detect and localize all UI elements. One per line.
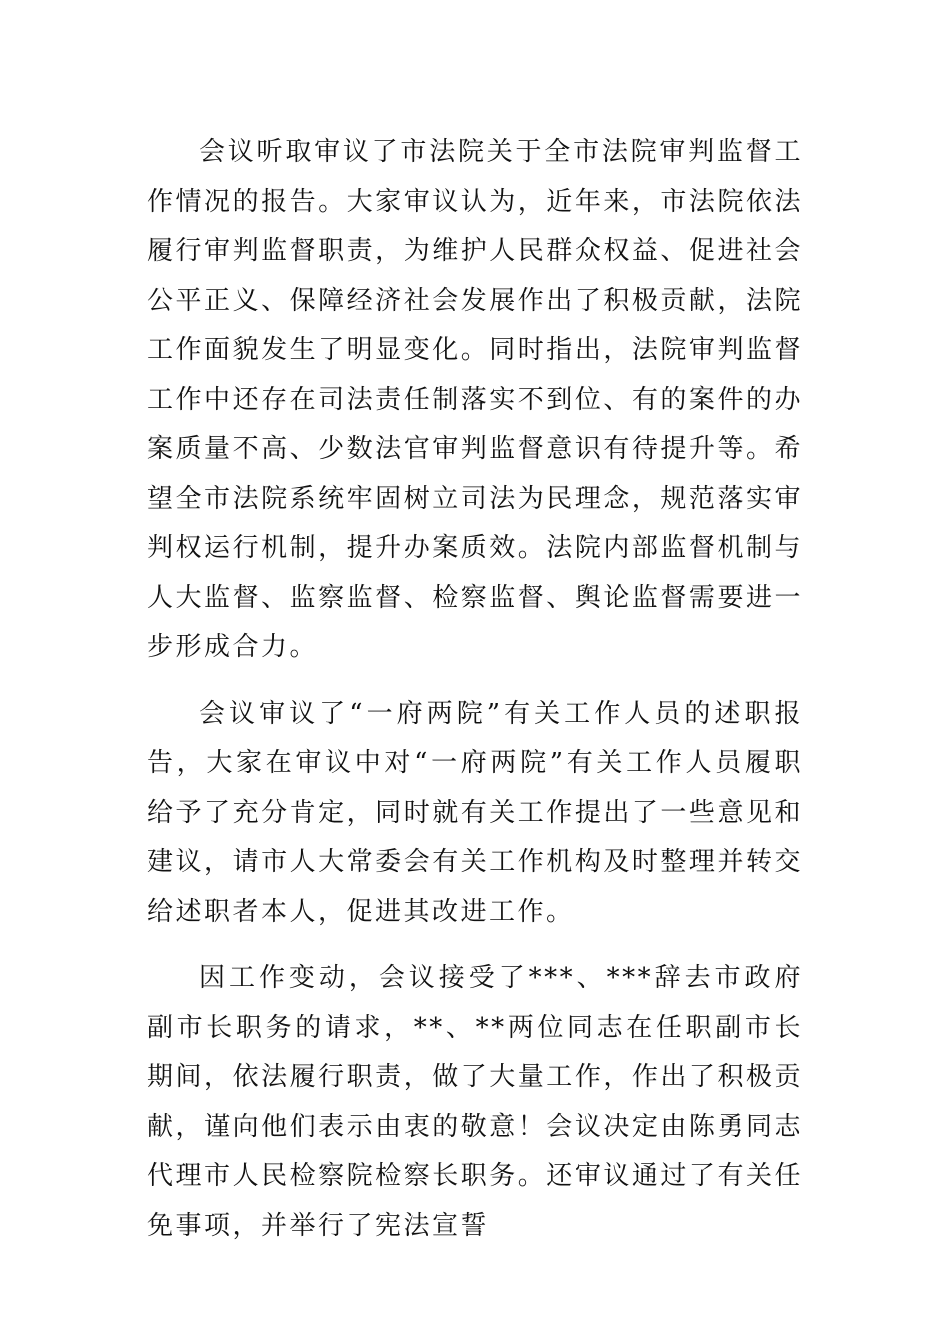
- paragraph-performance-reports: 会议审议了“一府两院”有关工作人员的述职报告，大家在审议中对“一府两院”有关工作人员履职给予了充分肯定，同时就有关工作提出了一些意见和建议，请市人大常委会有关工作机构及时整理并转交给述职者本人，促进其改进工作。: [147, 698, 803, 927]
- document-body: [147, 128, 803, 1268]
- paragraph-court-supervision-report: 会议听取审议了市法院关于全市法院审判监督工作情况的报告。大家审议认为，近年来，市法院依法履行审判监督职责，为维护人民群众权益、促进社会公平正义、保障经济社会发展作出了积极贡献，法院工作面貌发生了明显变化。同时指出，法院审判监督工作中还存在司法责任制落实不到位、有的案件的办案质量不高、少数法官审判监督意识有待提升等。希望全市法院系统牢固树立司法为民理念，规范落实审判权运行机制，提升办案质效。法院内部监督机制与人大监督、监察监督、检察监督、舆论监督需要进一步形成合力。: [147, 137, 803, 662]
- paragraph-personnel-changes: 因工作变动，会议接受了***、***辞去市政府副市长职务的请求，**、**两位同志在任职副市长期间，依法履行职责，做了大量工作，作出了积极贡献，谨向他们表示由衷的敬意！会议决定由陈勇同志代理市人民检察院检察长职务。还审议通过了有关任免事项，并举行了宪法宣誓: [147, 963, 803, 1241]
